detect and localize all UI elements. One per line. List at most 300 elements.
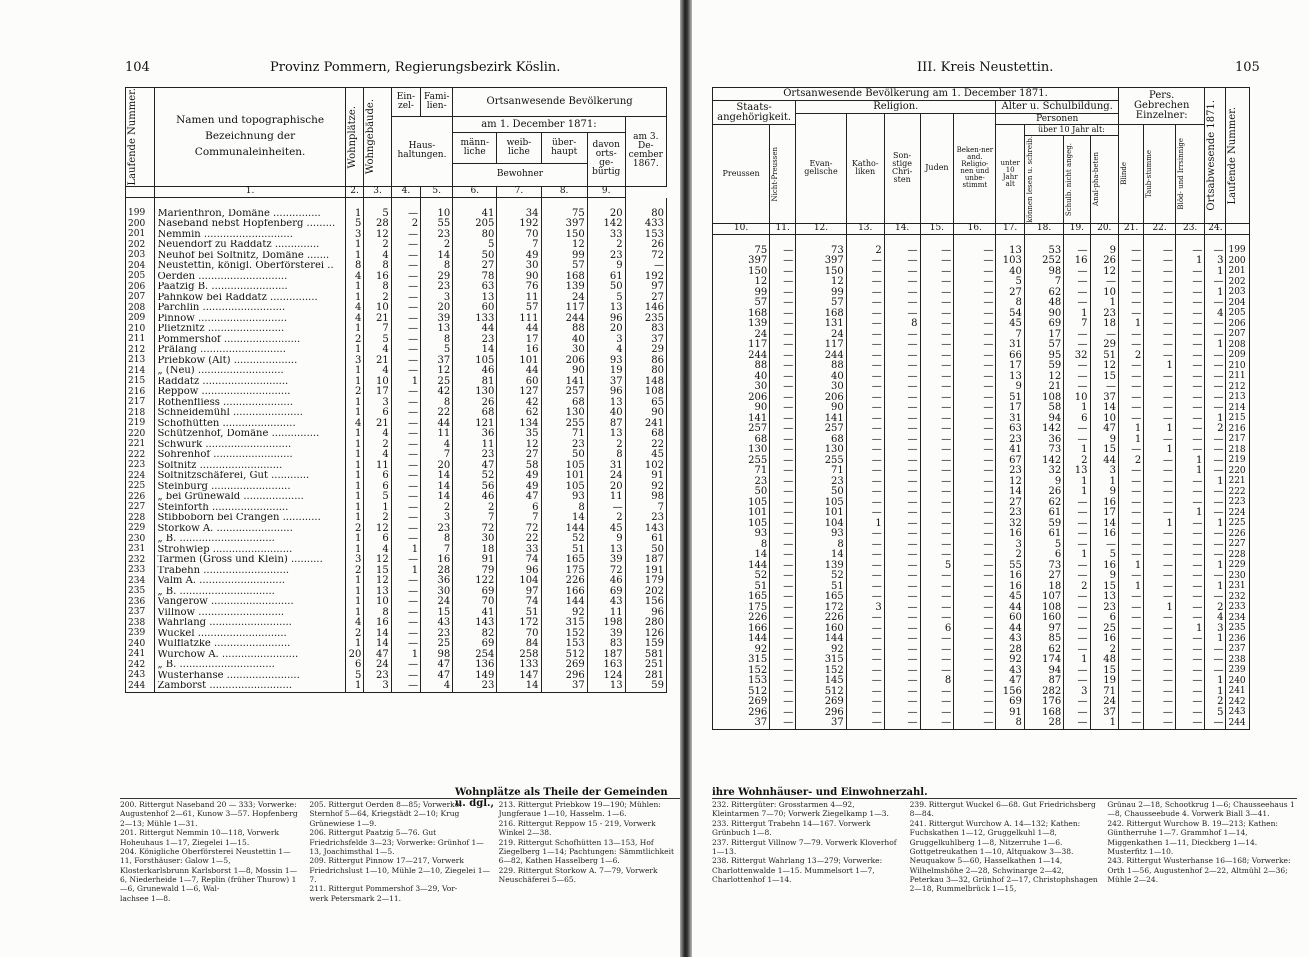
cell-value: —: [954, 277, 996, 288]
cell-value: 11: [587, 492, 625, 503]
cell-value: 269: [713, 697, 770, 708]
header-am-1871: am 1. December 1871:: [453, 117, 625, 133]
cell-value: 9: [1024, 477, 1063, 488]
cell-value: 14: [364, 629, 391, 640]
column-numbers: [713, 223, 1250, 235]
footnote: 209. Rittergut Pinnow 17—217, Vorwerk Friedrichslust 1—10, Mühle 2—10, Ziegelei 1—7.: [309, 856, 491, 884]
cell-value: —: [1175, 246, 1205, 257]
cell-value: 94: [1024, 666, 1063, 677]
cell-value: 168: [1024, 708, 1063, 719]
cell-value: 152: [713, 666, 770, 677]
place-name: Vangerow ..........................: [155, 597, 345, 608]
cell-value: 4: [345, 303, 364, 314]
cell-value: —: [770, 718, 796, 729]
cell-value: 3: [364, 398, 391, 409]
cell-value: —: [846, 372, 884, 383]
cell-value: 244: [713, 351, 770, 362]
cell-value: 16: [996, 529, 1024, 540]
cell-value: —: [884, 403, 920, 414]
cell-value: 1: [1175, 466, 1205, 477]
cell-value: —: [954, 487, 996, 498]
cell-value: —: [920, 298, 954, 309]
cell-value: —: [1175, 592, 1205, 603]
cell-value: 16: [996, 571, 1024, 582]
cell-value: 50: [713, 487, 770, 498]
cell-value: 17: [364, 387, 391, 398]
cell-value: 3: [421, 513, 453, 524]
cell-value: 44: [421, 419, 453, 430]
header-ueber10: über 10 Jahr alt:: [1024, 125, 1118, 136]
header-bewohner: Bewohner: [453, 163, 588, 186]
cell-value: 1: [1175, 508, 1205, 519]
cell-value: 24: [796, 330, 847, 341]
cell-value: 13: [587, 429, 625, 440]
cell-value: —: [846, 550, 884, 561]
cell-value: —: [920, 477, 954, 488]
cell-value: 1: [345, 597, 364, 608]
header-blinde: Blinde: [1119, 125, 1144, 224]
place-name: Parchlin ..........................: [155, 303, 345, 314]
row-number: 199: [126, 209, 155, 220]
cell-value: —: [920, 708, 954, 719]
cell-value: 512: [713, 687, 770, 698]
column-number: 5.: [421, 186, 453, 198]
cell-value: —: [1119, 529, 1144, 540]
cell-value: —: [1144, 571, 1176, 582]
cell-value: —: [770, 372, 796, 383]
row-number: 216: [126, 387, 155, 398]
cell-value: —: [1119, 519, 1144, 530]
cell-value: 40: [796, 372, 847, 383]
cell-value: 1: [1175, 624, 1205, 635]
cell-value: —: [1205, 718, 1226, 729]
cell-value: 49: [497, 251, 541, 262]
cell-value: 8: [884, 319, 920, 330]
column-number: 12.: [796, 223, 847, 235]
header-weibliche: weib-liche: [497, 133, 541, 163]
place-name: Prälang ...........................: [155, 345, 345, 356]
cell-value: —: [770, 613, 796, 624]
cell-value: 79: [453, 566, 497, 577]
cell-value: 16: [1090, 561, 1118, 572]
cell-value: 144: [541, 524, 587, 535]
table-row: [126, 545, 667, 556]
cell-value: 31: [996, 414, 1024, 425]
cell-value: 15: [421, 608, 453, 619]
cell-value: 24: [421, 597, 453, 608]
cell-value: —: [846, 561, 884, 572]
row-number: 239: [1226, 666, 1250, 677]
cell-value: —: [920, 256, 954, 267]
cell-value: 105: [713, 498, 770, 509]
cell-value: 21: [364, 356, 391, 367]
cell-value: 1: [345, 377, 364, 388]
cell-value: —: [1064, 508, 1090, 519]
cell-value: —: [884, 288, 920, 299]
cell-value: 44: [497, 366, 541, 377]
cell-value: 206: [713, 393, 770, 404]
cell-value: 11: [421, 429, 453, 440]
cell-value: —: [1175, 309, 1205, 320]
cell-value: —: [884, 666, 920, 677]
cell-value: —: [1175, 445, 1205, 456]
cell-value: 1: [345, 639, 364, 650]
cell-value: 133: [497, 660, 541, 671]
cell-value: 3: [345, 555, 364, 566]
cell-value: 13: [587, 303, 625, 314]
cell-value: —: [1090, 382, 1118, 393]
cell-value: —: [954, 382, 996, 393]
cell-value: 37: [713, 718, 770, 729]
cell-value: 166: [713, 624, 770, 635]
row-number: 226: [1226, 529, 1250, 540]
place-name: Schwurk ...........................: [155, 440, 345, 451]
place-name: Wuckel ............................: [155, 629, 345, 640]
cell-value: 280: [625, 618, 666, 629]
cell-value: 13: [996, 372, 1024, 383]
cell-value: 126: [625, 629, 666, 640]
cell-value: —: [1119, 550, 1144, 561]
cell-value: —: [391, 398, 420, 409]
place-name: Reppow ............................: [155, 387, 345, 398]
cell-value: 1: [1205, 582, 1226, 593]
cell-value: 25: [421, 377, 453, 388]
cell-value: 60: [497, 377, 541, 388]
cell-value: 4: [364, 429, 391, 440]
cell-value: —: [884, 592, 920, 603]
cell-value: 108: [1024, 603, 1063, 614]
header-analphabeten: Anal-pha-beten: [1090, 136, 1118, 224]
table-row: [126, 240, 667, 251]
cell-value: 93: [713, 529, 770, 540]
cell-value: —: [954, 498, 996, 509]
header-am-1867: am 3. De-cember 1867.: [625, 117, 666, 187]
table-row: [126, 429, 667, 440]
column-number: 1.: [155, 186, 345, 198]
cell-value: 81: [453, 377, 497, 388]
cell-value: 12: [996, 477, 1024, 488]
cell-value: —: [884, 340, 920, 351]
cell-value: —: [1175, 582, 1205, 593]
header-maennliche: männ-liche: [453, 133, 497, 163]
cell-value: 5: [920, 561, 954, 572]
cell-value: —: [1175, 277, 1205, 288]
cell-value: —: [391, 356, 420, 367]
cell-value: —: [1144, 267, 1176, 278]
cell-value: —: [391, 440, 420, 451]
cell-value: —: [1205, 277, 1226, 288]
cell-value: —: [1064, 624, 1090, 635]
cell-value: 69: [453, 639, 497, 650]
cell-value: 14: [421, 251, 453, 262]
cell-value: —: [920, 445, 954, 456]
cell-value: 13: [996, 246, 1024, 257]
table-row: [126, 419, 667, 430]
cell-value: 32: [1024, 466, 1063, 477]
table-row: [126, 671, 667, 682]
cell-value: 44: [996, 603, 1024, 614]
column-number: 7.: [497, 186, 541, 198]
cell-value: —: [770, 351, 796, 362]
cell-value: —: [954, 361, 996, 372]
table-row: [126, 482, 667, 493]
cell-value: 12: [713, 277, 770, 288]
cell-value: 1: [1064, 309, 1090, 320]
cell-value: 168: [713, 309, 770, 320]
column-number: 9.: [587, 186, 625, 198]
column-number: 3.: [364, 186, 391, 198]
cell-value: 1: [1205, 676, 1226, 687]
row-number: 234: [1226, 613, 1250, 624]
cell-value: —: [920, 309, 954, 320]
place-name: Nemmin ............................: [155, 230, 345, 241]
table-row: [126, 566, 667, 577]
cell-value: —: [920, 655, 954, 666]
row-number: 235: [1226, 624, 1250, 635]
header-schulbildung: Schulb. nicht angeg.: [1064, 136, 1090, 224]
cell-value: —: [1175, 697, 1205, 708]
footnote: 243. Rittergut Wusterhanse 16—168; Vorwerke: Orth 1—56, Augustenhof 2—22, Altmühl 2—36; Mühle 2—24.: [1107, 856, 1291, 884]
cell-value: —: [920, 330, 954, 341]
cell-value: 28: [1024, 718, 1063, 729]
cell-value: —: [846, 540, 884, 551]
cell-value: 143: [625, 524, 666, 535]
header-wohngebaeude: Wohngebäude.: [364, 88, 391, 187]
cell-value: 63: [453, 282, 497, 293]
cell-value: 84: [497, 639, 541, 650]
cell-value: 1: [345, 450, 364, 461]
cell-value: —: [1144, 645, 1176, 656]
row-number: 230: [126, 534, 155, 545]
cell-value: 43: [421, 618, 453, 629]
cell-value: 42: [497, 398, 541, 409]
cell-value: 27: [1024, 571, 1063, 582]
cell-value: 10: [364, 597, 391, 608]
cell-value: 44: [1090, 456, 1118, 467]
cell-value: —: [1144, 372, 1176, 383]
cell-value: 16: [1090, 529, 1118, 540]
cell-value: —: [1119, 330, 1144, 341]
row-number: 215: [1226, 414, 1250, 425]
cell-value: —: [1090, 540, 1118, 551]
cell-value: 1: [345, 503, 364, 514]
place-name: Schofhütten .......................: [155, 419, 345, 430]
cell-value: 40: [587, 408, 625, 419]
cell-value: —: [954, 634, 996, 645]
row-number: 243: [126, 671, 155, 682]
cell-value: 99: [713, 288, 770, 299]
cell-value: —: [391, 335, 420, 346]
cell-value: —: [391, 419, 420, 430]
footnote: 242. Rittergut Wurchow B. 19—213; Kathen: Güntherruhe 1—7. Grammhof 1—14, Miggenkathen 1—11, Dieckberg 1—14. Musterfitz 1—10.: [1107, 818, 1278, 856]
cell-value: 45: [996, 319, 1024, 330]
cell-value: 2: [453, 503, 497, 514]
cell-value: —: [1205, 508, 1226, 519]
cell-value: 68: [625, 429, 666, 440]
row-number: 239: [126, 629, 155, 640]
cell-value: 149: [453, 671, 497, 682]
cell-value: 15: [1090, 582, 1118, 593]
table-row: [126, 660, 667, 671]
cell-value: —: [884, 498, 920, 509]
row-number: 220: [126, 429, 155, 440]
cell-value: —: [884, 550, 920, 561]
cell-value: —: [391, 681, 420, 692]
cell-value: 5: [1090, 550, 1118, 561]
cell-value: 26: [453, 398, 497, 409]
cell-value: 30: [421, 587, 453, 598]
cell-value: 108: [1024, 393, 1063, 404]
cell-value: 148: [625, 377, 666, 388]
cell-value: 12: [1090, 361, 1118, 372]
cell-value: 5: [453, 240, 497, 251]
cell-value: —: [770, 298, 796, 309]
cell-value: 52: [796, 571, 847, 582]
cell-value: —: [884, 267, 920, 278]
row-number: 202: [126, 240, 155, 251]
cell-value: 80: [453, 230, 497, 241]
cell-value: 59: [625, 681, 666, 692]
cell-value: —: [391, 471, 420, 482]
cell-value: 105: [541, 482, 587, 493]
cell-value: 31: [587, 461, 625, 472]
column-number: 13.: [846, 223, 884, 235]
header-bloed: Blöd- und Irrsinnige: [1175, 125, 1205, 224]
cell-value: 51: [996, 393, 1024, 404]
cell-value: —: [846, 645, 884, 656]
header-unter10: unter 10 Jahr alt: [996, 125, 1024, 224]
header-ortsanwesende: Ortsanwesende Bevölkerung: [453, 88, 667, 117]
cell-value: —: [770, 550, 796, 561]
row-number: 229: [1226, 561, 1250, 572]
cell-value: 226: [713, 613, 770, 624]
cell-value: 60: [996, 613, 1024, 624]
cell-value: —: [954, 267, 996, 278]
row-number: 223: [1226, 498, 1250, 509]
cell-value: 50: [796, 487, 847, 498]
cell-value: 150: [713, 267, 770, 278]
cell-value: 46: [453, 492, 497, 503]
table-row: [126, 534, 667, 545]
cell-value: 176: [1024, 697, 1063, 708]
cell-value: —: [1144, 634, 1176, 645]
place-name: Wulflatzke ........................: [155, 639, 345, 650]
cell-value: —: [770, 645, 796, 656]
cell-value: 28: [421, 566, 453, 577]
cell-value: —: [954, 645, 996, 656]
cell-value: 14: [541, 513, 587, 524]
cell-value: —: [391, 629, 420, 640]
cell-value: 30: [453, 534, 497, 545]
cell-value: —: [1119, 477, 1144, 488]
cell-value: —: [920, 424, 954, 435]
cell-value: 29: [625, 345, 666, 356]
cell-value: —: [1064, 540, 1090, 551]
footnote: 200. Rittergut Naseband 20 — 333; Vorwerke: Augustenhof 2—61, Kunow 3—57. Hopfenberg 2—13; Mühle 1—31.: [120, 800, 298, 828]
column-number: 4.: [391, 186, 420, 198]
row-number: 233: [1226, 603, 1250, 614]
cell-value: —: [920, 666, 954, 677]
cell-value: —: [770, 393, 796, 404]
cell-value: —: [1205, 550, 1226, 561]
cell-value: 2: [421, 240, 453, 251]
cell-value: —: [1119, 571, 1144, 582]
cell-value: 105: [713, 519, 770, 530]
cell-value: 7: [1064, 319, 1090, 330]
cell-value: 226: [796, 613, 847, 624]
cell-value: —: [846, 267, 884, 278]
cell-value: —: [1119, 414, 1144, 425]
cell-value: —: [770, 666, 796, 677]
table-row: [126, 524, 667, 535]
row-number: 218: [1226, 445, 1250, 456]
cell-value: 1: [391, 566, 420, 577]
cell-value: —: [884, 382, 920, 393]
cell-value: —: [920, 372, 954, 383]
cell-value: 71: [796, 466, 847, 477]
cell-value: —: [1119, 288, 1144, 299]
cell-value: —: [1090, 330, 1118, 341]
cell-value: —: [846, 403, 884, 414]
cell-value: 36: [421, 576, 453, 587]
row-number: 225: [126, 482, 155, 493]
cell-value: —: [1144, 687, 1176, 698]
cell-value: —: [1205, 498, 1226, 509]
cell-value: —: [1205, 361, 1226, 372]
cell-value: 130: [453, 387, 497, 398]
cell-value: —: [920, 550, 954, 561]
cell-value: —: [1119, 382, 1144, 393]
row-number: 238: [1226, 655, 1250, 666]
row-number: 241: [1226, 687, 1250, 698]
column-number: 16.: [954, 223, 996, 235]
cell-value: 92: [713, 645, 770, 656]
cell-value: 27: [625, 293, 666, 304]
cell-value: 1: [1119, 435, 1144, 446]
row-number: 208: [1226, 340, 1250, 351]
cell-value: 101: [541, 471, 587, 482]
cell-value: 30: [541, 345, 587, 356]
cell-value: —: [770, 540, 796, 551]
cell-value: 19: [1090, 676, 1118, 687]
cell-value: —: [1205, 393, 1226, 404]
cell-value: —: [846, 582, 884, 593]
cell-value: 150: [541, 230, 587, 241]
cell-value: —: [1175, 424, 1205, 435]
cell-value: 72: [625, 251, 666, 262]
cell-value: —: [1175, 519, 1205, 530]
cell-value: 86: [625, 356, 666, 367]
place-name: Neuendorf zu Raddatz ..............: [155, 240, 345, 251]
header-haushaltungen: Haus-haltungen.: [391, 117, 452, 187]
row-number: 204: [126, 261, 155, 272]
cell-value: —: [1175, 634, 1205, 645]
table-row: [126, 650, 667, 661]
cell-value: 16: [1064, 256, 1090, 267]
cell-value: 61: [587, 272, 625, 283]
cell-value: —: [1205, 445, 1226, 456]
cell-value: 1: [345, 408, 364, 419]
cell-value: —: [1064, 697, 1090, 708]
cell-value: 87: [1024, 676, 1063, 687]
place-name: „ B. ..............................: [155, 660, 345, 671]
cell-value: 13: [587, 398, 625, 409]
cell-value: —: [770, 624, 796, 635]
cell-value: —: [846, 477, 884, 488]
cell-value: 48: [1024, 298, 1063, 309]
cell-value: 6: [345, 660, 364, 671]
cell-value: —: [1064, 519, 1090, 530]
